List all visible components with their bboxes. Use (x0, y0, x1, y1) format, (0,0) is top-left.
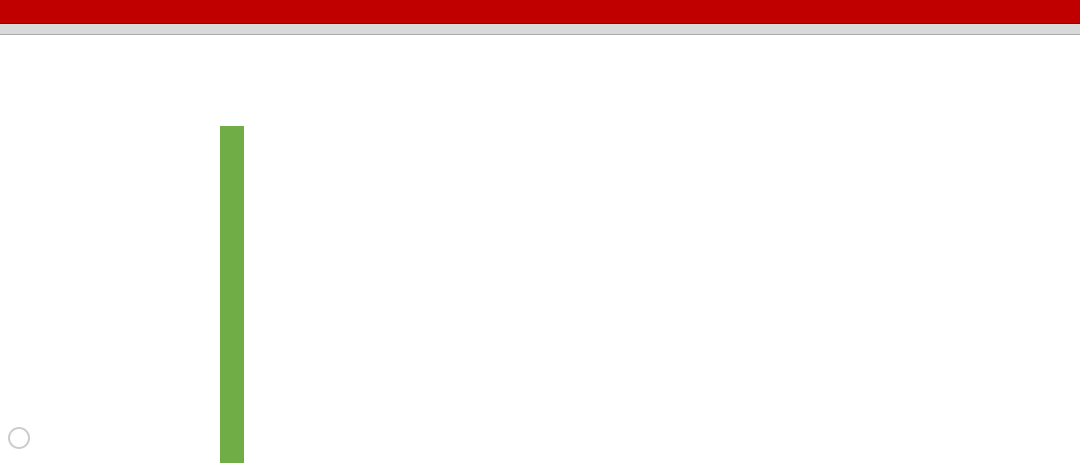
section-service-record (287, 24, 289, 35)
title-bar (0, 0, 1080, 24)
watermark (8, 425, 34, 450)
section-row (0, 24, 1080, 35)
section-store-info (0, 24, 2, 35)
review-weight-column (220, 126, 244, 463)
watermark-logo-icon (8, 427, 30, 449)
section-ticket (1015, 24, 1017, 35)
